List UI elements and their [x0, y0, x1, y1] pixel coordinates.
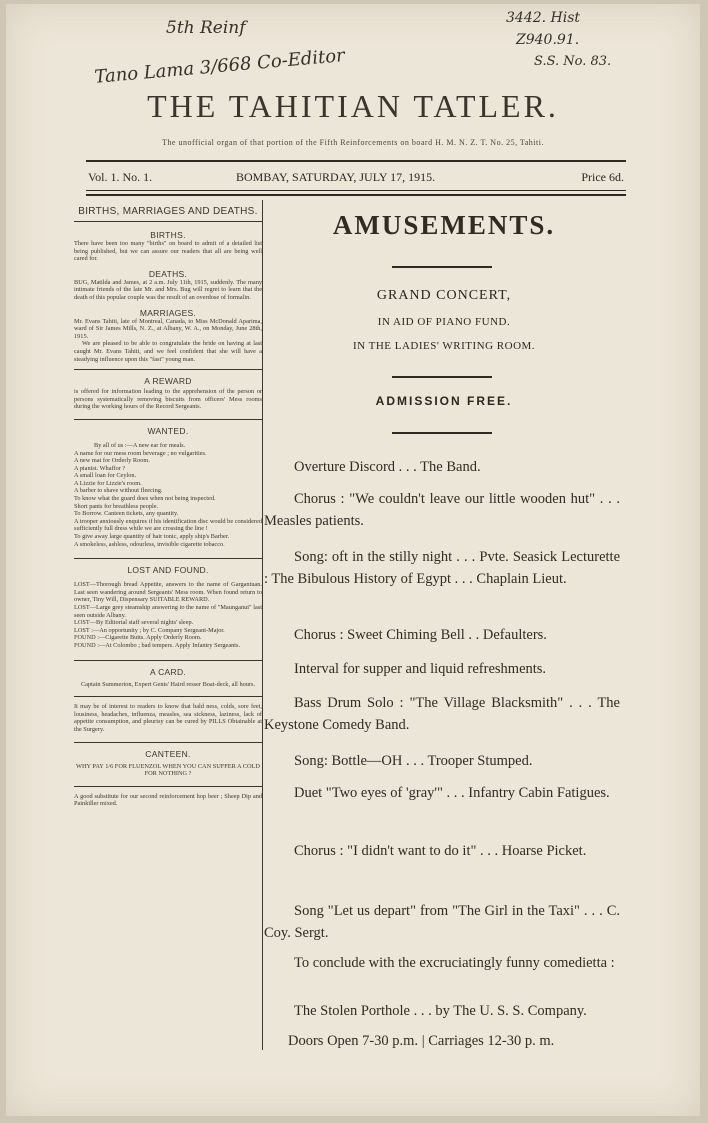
masthead-title: THE TAHITIAN TATLER.	[147, 88, 559, 124]
list-item: FOUND :—Cigarette Butts. Apply Orderly Room.	[74, 634, 202, 642]
pills-text: It may be of interest to readers to know that bald ness, colds, sore feet, lousiness, headaches, influenza, measles, sea sickness, laziness, lack of appetite consumption, and pleurisy can be cured by PILLS Obtainable at the Surgery.	[74, 703, 262, 733]
handwritten-ref-1: 3442. Hist	[506, 10, 581, 26]
programme-item: Overture Discord . . . The Band.	[294, 459, 481, 475]
masthead-subtitle: The unofficial organ of that portion of the Fifth Reinforcements on board H. M. N. Z. T. No. 25, Tahiti.	[162, 138, 544, 147]
programme-item: Doors Open 7-30 p.m. | Carriages 12-30 p. m.	[288, 1033, 555, 1049]
deaths-text: BUG, Matilda and James, at 2 a.m. July 11th, 1915, suddenly. The many intimate friends of the late Mr. and Mrs. Bug will regret to learn that the death of this popular couple was the result of an overdose of formalin.	[74, 278, 262, 301]
births-text: There have been too many "births" on board to admit of a detailed list being published, but we can assure our readers that all are being well cared for.	[74, 240, 262, 263]
programme-item: Duet "Two eyes of 'gray'" . . . Infantry Cabin Fatigues.	[294, 785, 610, 801]
wanted-list	[74, 442, 262, 548]
place-date: BOMBAY, SATURDAY, JULY 17, 1915.	[236, 170, 436, 184]
programme-item: To conclude with the excruciatingly funny comedietta :	[294, 955, 615, 971]
separator	[74, 660, 262, 661]
separator	[74, 369, 262, 370]
amusements-heading: AMUSEMENTS.	[332, 210, 556, 240]
list-item: Short pants for breathless people.	[74, 502, 159, 510]
separator	[74, 558, 262, 559]
programme-item: Song: Bottle—OH . . . Trooper Stumped.	[294, 753, 533, 769]
list-item: A smokeless, ashless, odourless, invisible cigarette tobacco.	[74, 540, 225, 548]
newspaper-page	[6, 4, 700, 1116]
separator	[74, 419, 262, 420]
lost-found-heading: LOST AND FOUND.	[127, 565, 209, 576]
list-item: A barber to shave without fleecing.	[74, 487, 163, 495]
card-text: Captain Summerton, Expert Gents' Haird resser Boat-deck, all hours.	[80, 680, 256, 688]
reward-text: is offered for information leading to the apprehension of the person or persons systematically removing biscuits from officers' Mess rooms during the working hours of the Record Sergeants.	[74, 388, 262, 411]
programme-item: Song: oft in the stilly night . . . Pvte. Seasick Lecturette : The Bibulous History of Egypt . . . Chaplain Lieut.	[264, 549, 620, 587]
card-heading: A CARD.	[149, 666, 187, 677]
list-item: LOST—By Editorial staff several nights' sleep.	[74, 619, 194, 627]
separator	[74, 742, 262, 743]
top-rule	[86, 160, 626, 162]
marriages-text-2: We are pleased to be able to congratulate the bride on having at last caught Mr. Evans Tahiti, and we feel confident that she will have a steadying influence upon this "fast" young man.	[74, 340, 262, 363]
list-item: LOST—Large grey steamship answering to the name of "Maunganui" last seen outside Albany.	[74, 604, 262, 619]
list-item: LOST—Thorough bread Appetite, answers to the name of Gargantuan. Last seen wandering around Sergeants' Mess room. When found return to owner, Tiny Will, Dispensary SUITABLE REWARD.	[74, 581, 262, 604]
concert-room: IN THE LADIES' WRITING ROOM.	[352, 340, 536, 352]
list-item: To give away large quantity of hair tonic, apply ship's Barber.	[74, 533, 230, 541]
marriages-text: Mr. Evans Tahiti, late of Montreal, Canada, to Miss McDonald Aparima, ward of Sir James Mills, N. Z., at Albany, W. A., on Monday, June 28th, 1915.	[74, 317, 262, 340]
price: Price 6d.	[581, 170, 624, 184]
short-rule	[392, 432, 492, 434]
programme-item: The Stolen Porthole . . . by The U. S. S. Company.	[294, 1003, 587, 1019]
marriages-heading: MARRIAGES.	[139, 307, 197, 318]
dateline-rule-2	[86, 194, 626, 196]
list-item: By all of us :—A new ear for meals.	[94, 441, 186, 449]
handwritten-ref-2: Z940.91.	[516, 32, 580, 48]
left-column	[74, 200, 262, 808]
handwritten-reinforcement-note: 5th Reinf	[166, 18, 246, 38]
volume-number: Vol. 1. No. 1.	[88, 170, 153, 184]
bmd-heading: BIRTHS, MARRIAGES AND DEATHS.	[74, 206, 262, 222]
handwritten-ref-3: S.S. No. 83.	[534, 54, 612, 69]
separator	[74, 696, 262, 697]
deaths-heading: DEATHS.	[148, 268, 188, 279]
concert-title: GRAND CONCERT,	[376, 288, 512, 303]
programme-item: Song "Let us depart" from "The Girl in the Taxi" . . . C. Coy. Sergt.	[264, 903, 620, 941]
births-heading: BIRTHS.	[150, 230, 186, 240]
handwritten-editor-note: Tano Lama 3/668 Co-Editor	[93, 45, 346, 88]
programme-item: Interval for supper and liquid refreshments.	[294, 661, 547, 677]
list-item: FOUND :—At Colombo ; bad tempers. Apply Infantry Sergeants.	[74, 641, 241, 649]
list-item: A name for our mess room beverage ; no vulgarities.	[74, 449, 207, 457]
list-item: A new mat for Orderly Room.	[74, 457, 150, 465]
programme-item: Chorus : "We couldn't leave our little wooden hut" . . . Measles patients.	[264, 491, 620, 529]
reward-heading: A REWARD	[144, 376, 192, 387]
dateline-rule-1	[86, 190, 626, 191]
list-item: A Lizzie for Lizzie's room.	[74, 479, 142, 487]
column-divider	[262, 200, 263, 1050]
programme-item: Chorus : "I didn't want to do it" . . . Hoarse Picket.	[294, 843, 587, 859]
canteen-text: WHY PAY 1/6 FOR FLUENZOL WHEN YOU CAN SUFFER A COLD FOR NOTHING ?	[76, 762, 260, 778]
canteen-heading: CANTEEN.	[145, 748, 191, 759]
substitute-text: A good substitute for our second reinforcement hop beer ; Sheep Dip and Painkiller mixed.	[74, 792, 262, 808]
list-item: To Borrow. Canteen tickets, any quantity.	[74, 510, 179, 518]
separator	[74, 786, 262, 787]
list-item: A small loan for Ceylon.	[74, 472, 137, 480]
programme-item: Bass Drum Solo : "The Village Blacksmith" . . . The Keystone Comedy Band.	[264, 695, 620, 733]
admission-free: ADMISSION FREE.	[375, 394, 513, 408]
list-item: A trooper anxiously enquires if his identification disc would be considered sufficiently full dress while we are crossing the line !	[74, 517, 262, 533]
concert-aid: IN AID OF PIANO FUND.	[377, 316, 511, 328]
short-rule	[392, 376, 492, 378]
programme-item: Chorus : Sweet Chiming Bell . . Defaulters.	[294, 627, 547, 643]
list-item: LOST :—An opportunity ; by C. Company Sergeant-Major.	[74, 626, 225, 634]
list-item: To know what the guard does when not being inspected.	[74, 495, 216, 503]
list-item: A pianist. Whaffor ?	[74, 464, 126, 472]
lost-found-list	[74, 581, 262, 649]
short-rule	[392, 266, 492, 268]
wanted-heading: WANTED.	[147, 425, 189, 436]
